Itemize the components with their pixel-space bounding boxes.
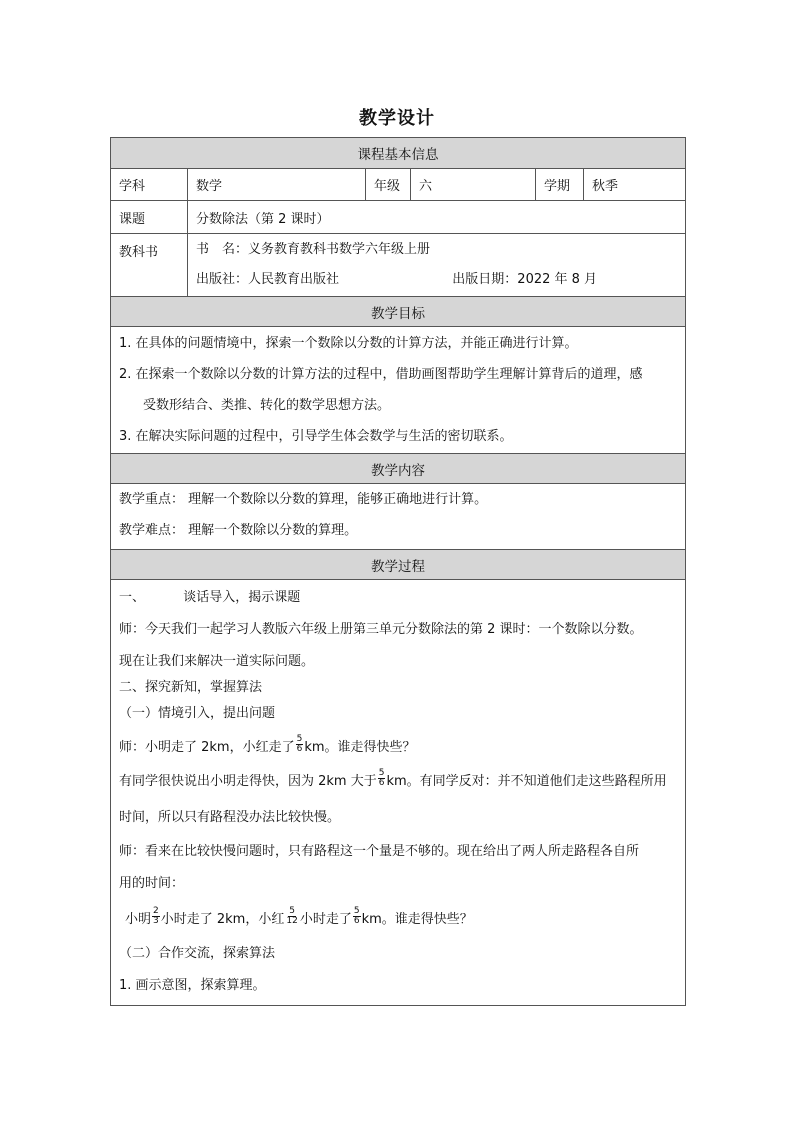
- subject-label: 学科: [111, 169, 188, 200]
- pub-date: 出版日期：2022 年 8 月: [452, 272, 598, 287]
- publisher-line: [196, 270, 677, 290]
- teacher-line-2: 用的时间：: [119, 876, 185, 891]
- teacher-line-1: 师：看来在比较快慢问题时，只有路程这一个量是不够的。现在给出了两人所走路程各自所: [119, 844, 640, 859]
- question-2-text-d: km。谁走得快些？: [361, 912, 473, 927]
- goal-3: 3. 在解决实际问题的过程中，引导学生体会数学与生活的密切联系。: [119, 429, 513, 444]
- basic-info-header: 课程基本信息: [111, 138, 686, 168]
- goal-1: 1. 在具体的问题情境中，探索一个数除以分数的计算方法，并能正确进行计算。: [119, 336, 578, 351]
- goals-header: 教学目标: [111, 297, 686, 326]
- topic-label: 课题: [111, 201, 188, 233]
- section-2-1-heading: （一）情境引入，提出问题: [119, 706, 276, 721]
- section-2-2-heading: （二）合作交流，探索算法: [119, 946, 276, 961]
- fraction-numerator: 5: [289, 906, 295, 916]
- question-2-text-b: 小时走了 2km，小红: [160, 912, 285, 927]
- fraction-denominator: 6: [378, 778, 385, 788]
- textbook-row: [111, 234, 686, 297]
- question-1: [119, 734, 677, 758]
- fraction-five-sixths: [353, 907, 361, 926]
- subject-row: [111, 169, 686, 201]
- content-row: [111, 484, 686, 550]
- question-2-text-a: 小明: [125, 912, 152, 927]
- intro-line-2: 现在让我们来解决一道实际问题。: [119, 654, 315, 669]
- goal-2a: 2. 在探索一个数除以分数的计算方法的过程中，借助画图帮助学生理解计算背后的道理，感: [119, 367, 643, 382]
- content-header: 教学内容: [111, 454, 686, 483]
- goals-row: [111, 327, 686, 454]
- fraction-two-thirds: [152, 907, 160, 926]
- textbook-info: [188, 234, 686, 296]
- fraction-numerator: 5: [353, 906, 360, 916]
- section-1-heading: [119, 588, 677, 608]
- section-1-number: 一、: [119, 590, 146, 605]
- basic-info-header-row: [111, 138, 686, 169]
- fraction-five-sixths: [296, 735, 304, 754]
- reasoning-text-a: 有同学很快说出小明走得快，因为 2km 大于: [119, 774, 377, 789]
- fraction-denominator: 3: [153, 916, 159, 926]
- term-value: 秋季: [584, 169, 686, 200]
- step-1: 1. 画示意图，探索算理。: [119, 978, 266, 993]
- question-2: [119, 906, 677, 930]
- section-1-text: 谈话导入，揭示课题: [183, 590, 301, 605]
- reasoning-text-b: km。有同学反对：并不知道他们走这些路程所用: [386, 774, 667, 789]
- textbook-label: 教科书: [111, 234, 188, 296]
- fraction-denominator: 12: [286, 916, 298, 926]
- grade-label: 年级: [366, 169, 411, 200]
- fraction-five-sixths: [378, 769, 386, 788]
- term-label: 学期: [536, 169, 584, 200]
- reasoning-line-2: 时间，所以只有路程没办法比较快慢。: [119, 810, 341, 825]
- reasoning-line-1: [119, 768, 677, 792]
- goals-header-row: [111, 297, 686, 327]
- fraction-numerator: 2: [153, 906, 159, 916]
- fraction-denominator: 6: [296, 744, 303, 754]
- goals-content: [111, 327, 686, 453]
- topic-row: [111, 201, 686, 234]
- process-header-row: [111, 550, 686, 580]
- question-1-text-b: km。谁走得快些？: [304, 740, 416, 755]
- intro-line-1: 师：今天我们一起学习人教版六年级上册第三单元分数除法的第 2 课时：一个数除以分数。: [119, 622, 643, 637]
- page-title: 教学设计: [359, 108, 435, 129]
- book-name: 书 名：义务教育教科书数学六年级上册: [196, 242, 431, 257]
- process-header: 教学过程: [111, 550, 686, 579]
- goal-2b: 受数形结合、类推、转化的数学思想方法。: [143, 398, 391, 413]
- key-point: 教学重点： 理解一个数除以分数的算理，能够正确地进行计算。: [119, 492, 488, 507]
- fraction-numerator: 5: [296, 734, 303, 744]
- process-body: [111, 580, 686, 1005]
- question-2-text-c: 小时走了: [299, 912, 352, 927]
- fraction-denominator: 6: [353, 916, 360, 926]
- fraction-five-twelfths: [285, 907, 298, 926]
- fraction-numerator: 5: [378, 768, 385, 778]
- content-header-row: [111, 454, 686, 484]
- difficulty-point: 教学难点： 理解一个数除以分数的算理。: [119, 523, 358, 538]
- subject-value: 数学: [188, 169, 366, 200]
- content-body: [111, 484, 686, 549]
- question-1-text-a: 师：小明走了 2km，小红走了: [119, 740, 295, 755]
- process-row: [111, 580, 686, 1006]
- section-2-heading: 二、探究新知，掌握算法: [119, 680, 263, 695]
- lesson-table: [110, 137, 686, 1006]
- topic-value: 分数除法（第 2 课时）: [188, 201, 686, 233]
- grade-value: 六: [411, 169, 536, 200]
- publisher: 出版社：人民教育出版社: [196, 272, 340, 287]
